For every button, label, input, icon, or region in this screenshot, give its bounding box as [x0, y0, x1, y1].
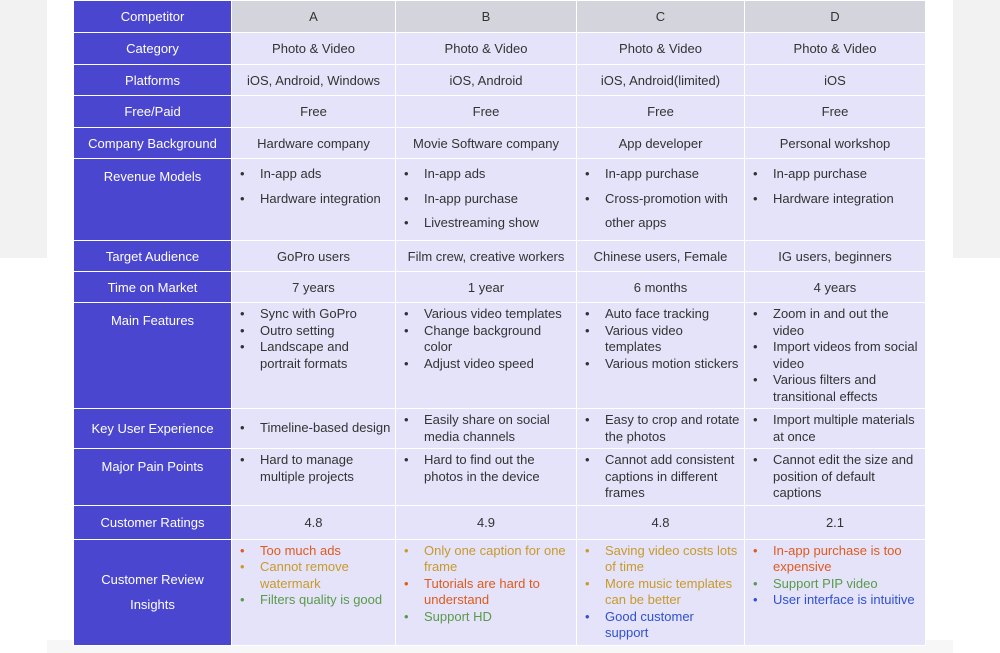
list-item: • In-app purchase is too expensive: [745, 543, 921, 576]
row-label: Revenue Models: [74, 159, 232, 241]
cell-a: [232, 303, 396, 409]
row-target-audience: [74, 241, 926, 272]
rating-b: 4.9: [396, 505, 577, 539]
row-customer-ratings: [74, 505, 926, 539]
bullet-list: [745, 159, 925, 214]
cell-a: Free: [232, 96, 396, 128]
bullet-list: [577, 449, 744, 505]
row-label: Customer Ratings: [74, 505, 232, 539]
list-item: • Various motion stickers: [577, 356, 740, 373]
bullet-list: [396, 540, 576, 629]
bullet-list: [396, 409, 576, 448]
cell-a: [232, 539, 396, 645]
cell-d: Photo & Video: [745, 33, 926, 65]
cell-b: iOS, Android: [396, 65, 577, 96]
bullet-list: [577, 159, 744, 239]
list-item: • Hard to find out the photos in the device: [396, 452, 572, 485]
cell-d: IG users, beginners: [745, 241, 926, 272]
cell-d: Personal workshop: [745, 128, 926, 159]
row-label: Category: [74, 33, 232, 65]
row-label: Main Features: [74, 303, 232, 409]
page-margin-left: [0, 0, 47, 258]
list-item: • Various filters and transitional effects: [745, 372, 921, 405]
list-item: • Only one caption for one frame: [396, 543, 572, 576]
list-item: • Easy to crop and rotate the photos: [577, 412, 740, 445]
bullet-list: [577, 409, 744, 448]
column-header-b: B: [396, 1, 577, 33]
cell-d: Free: [745, 96, 926, 128]
cell-b: [396, 539, 577, 645]
cell-b: [396, 303, 577, 409]
list-item: • Landscape and portrait formats: [232, 339, 391, 372]
row-label-line: Insights: [130, 597, 175, 612]
row-major-pain-points: [74, 449, 926, 506]
bullet-list: [232, 417, 395, 440]
list-item: • Timeline-based design: [232, 420, 391, 437]
bullet-list: [745, 449, 925, 505]
cell-c: Chinese users, Female: [577, 241, 745, 272]
list-item: • Sync with GoPro: [232, 306, 391, 323]
cell-b: 1 year: [396, 272, 577, 303]
list-item: • Change background color: [396, 323, 572, 356]
list-item: • Hardware integration: [232, 187, 391, 212]
list-item: • Zoom in and out the video: [745, 306, 921, 339]
bullet-list: [577, 303, 744, 375]
row-platforms: [74, 65, 926, 96]
cell-a: [232, 449, 396, 506]
row-free-paid: [74, 96, 926, 128]
row-label: Free/Paid: [74, 96, 232, 128]
list-item: • More music templates can be better: [577, 576, 740, 609]
column-header-a: A: [232, 1, 396, 33]
list-item: • Import multiple materials at once: [745, 412, 921, 445]
cell-b: Photo & Video: [396, 33, 577, 65]
bullet-list: [232, 540, 395, 612]
list-item: • Support HD: [396, 609, 572, 626]
list-item: • Import videos from social video: [745, 339, 921, 372]
cell-a: Photo & Video: [232, 33, 396, 65]
competitor-comparison-table: [73, 0, 926, 646]
cell-a: [232, 159, 396, 241]
row-label: Key User Experience: [74, 409, 232, 449]
list-item: • Good customer support: [577, 609, 740, 642]
row-key-user-experience: [74, 409, 926, 449]
list-item: • Livestreaming show: [396, 211, 572, 236]
cell-d: iOS: [745, 65, 926, 96]
column-header-d: D: [745, 1, 926, 33]
cell-d: [745, 303, 926, 409]
cell-d: [745, 159, 926, 241]
cell-a: [232, 409, 396, 449]
list-item: • Filters quality is good: [232, 592, 391, 609]
list-item: • Support PIP video: [745, 576, 921, 593]
page-margin-right: [953, 0, 1000, 258]
row-label: Major Pain Points: [74, 449, 232, 506]
bullet-list: [396, 449, 576, 488]
cell-c: Free: [577, 96, 745, 128]
cell-c: [577, 449, 745, 506]
cell-b: [396, 409, 577, 449]
cell-c: [577, 539, 745, 645]
list-item: • Various video templates: [396, 306, 572, 323]
row-label-line: Customer Review: [101, 572, 204, 587]
row-label: Time on Market: [74, 272, 232, 303]
list-item: • In-app purchase: [577, 162, 740, 187]
row-main-features: [74, 303, 926, 409]
cell-c: App developer: [577, 128, 745, 159]
list-item: • In-app ads: [232, 162, 391, 187]
list-item: • User interface is intuitive: [745, 592, 921, 609]
list-item: • Easily share on social media channels: [396, 412, 572, 445]
list-item: • Adjust video speed: [396, 356, 572, 373]
cell-d: [745, 539, 926, 645]
row-label: [74, 539, 232, 645]
bullet-list: [745, 409, 925, 448]
cell-a: iOS, Android, Windows: [232, 65, 396, 96]
list-item: • Cannot add consistent captions in different frames: [577, 452, 740, 502]
list-item: • Hard to manage multiple projects: [232, 452, 391, 485]
header-row: [74, 1, 926, 33]
cell-b: [396, 159, 577, 241]
cell-a: GoPro users: [232, 241, 396, 272]
list-item: • Saving video costs lots of time: [577, 543, 740, 576]
rating-a: 4.8: [232, 505, 396, 539]
rating-d: 2.1: [745, 505, 926, 539]
list-item: • In-app purchase: [396, 187, 572, 212]
cell-b: Movie Software company: [396, 128, 577, 159]
row-category: [74, 33, 926, 65]
cell-c: [577, 409, 745, 449]
row-company-background: [74, 128, 926, 159]
bullet-list: [232, 303, 395, 375]
competitor-header: Competitor: [74, 1, 232, 33]
list-item: • In-app purchase: [745, 162, 921, 187]
row-label: Platforms: [74, 65, 232, 96]
cell-c: iOS, Android(limited): [577, 65, 745, 96]
cell-c: [577, 159, 745, 241]
cell-c: [577, 303, 745, 409]
column-header-c: C: [577, 1, 745, 33]
cell-a: Hardware company: [232, 128, 396, 159]
cell-c: Photo & Video: [577, 33, 745, 65]
list-item: • Cannot remove watermark: [232, 559, 391, 592]
bullet-list: [577, 540, 744, 645]
bullet-list: [745, 303, 925, 408]
cell-b: Free: [396, 96, 577, 128]
row-customer-review-insights: [74, 539, 926, 645]
list-item: • Outro setting: [232, 323, 391, 340]
list-item: • Various video templates: [577, 323, 740, 356]
row-label: Company Background: [74, 128, 232, 159]
cell-b: Film crew, creative workers: [396, 241, 577, 272]
rating-c: 4.8: [577, 505, 745, 539]
bullet-list: [232, 449, 395, 488]
cell-b: [396, 449, 577, 506]
list-item: • Cross-promotion with other apps: [577, 187, 740, 236]
list-item: • Hardware integration: [745, 187, 921, 212]
bullet-list: [396, 159, 576, 239]
row-time-on-market: [74, 272, 926, 303]
list-item: • In-app ads: [396, 162, 572, 187]
cell-d: 4 years: [745, 272, 926, 303]
row-label: Target Audience: [74, 241, 232, 272]
list-item: • Too much ads: [232, 543, 391, 560]
bullet-list: [396, 303, 576, 375]
cell-a: 7 years: [232, 272, 396, 303]
cell-c: 6 months: [577, 272, 745, 303]
cell-d: [745, 409, 926, 449]
row-revenue-models: [74, 159, 926, 241]
list-item: • Cannot edit the size and position of default captions: [745, 452, 921, 502]
bullet-list: [232, 159, 395, 214]
list-item: • Tutorials are hard to understand: [396, 576, 572, 609]
bullet-list: [745, 540, 925, 612]
cell-d: [745, 449, 926, 506]
list-item: • Auto face tracking: [577, 306, 740, 323]
